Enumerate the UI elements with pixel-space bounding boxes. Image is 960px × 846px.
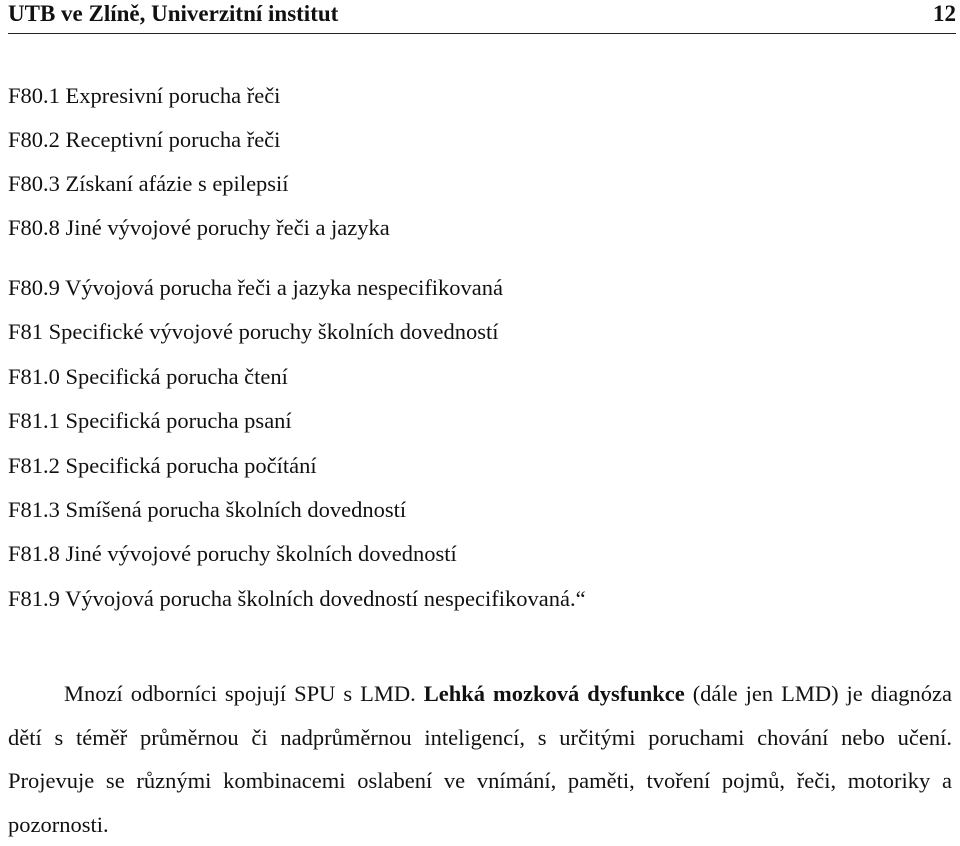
paragraph-lead: Mnozí odborníci spojují SPU s LMD. xyxy=(64,681,424,706)
list-item: F80.1 Expresivní porucha řeči xyxy=(8,83,281,108)
list-item: F81 Specifické vývojové poruchy školních dovedností xyxy=(8,319,499,344)
header-divider xyxy=(8,33,956,34)
paragraph-rest: (dále jen LMD) je diagnóza dětí s téměř průměrnou či nadprůměrnou inteligencí, s určitými poruchami chování nebo učení. Projevuje se různými kombinacemi oslabení ve vnímání, paměti, tvoření pojmů, řeči, motoriky a pozornosti. xyxy=(8,681,952,837)
list-item: F80.8 Jiné vývojové poruchy řeči a jazyka xyxy=(8,215,390,240)
page-header xyxy=(8,0,956,28)
list-item: F81.3 Smíšená porucha školních dovedností xyxy=(8,497,407,522)
list-item: F80.3 Získaní afázie s epilepsií xyxy=(8,171,289,196)
list-item: F81.8 Jiné vývojové poruchy školních dovedností xyxy=(8,541,457,566)
list-item: F81.2 Specifická porucha počítání xyxy=(8,453,317,478)
header-title: UTB ve Zlíně, Univerzitní institut xyxy=(8,1,339,26)
paragraph-term: Lehká mozková dysfunkce xyxy=(423,681,685,706)
list-item: F80.2 Receptivní porucha řeči xyxy=(8,127,281,152)
list-item: F81.9 Vývojová porucha školních dovedností nespecifikovaná.“ xyxy=(8,586,586,611)
page-number: 12 xyxy=(933,1,956,26)
list-item: F81.0 Specifická porucha čtení xyxy=(8,364,288,389)
list-item: F80.9 Vývojová porucha řeči a jazyka nespecifikovaná xyxy=(8,275,504,300)
body-paragraph xyxy=(8,672,952,846)
list-item: F81.1 Specifická porucha psaní xyxy=(8,408,292,433)
